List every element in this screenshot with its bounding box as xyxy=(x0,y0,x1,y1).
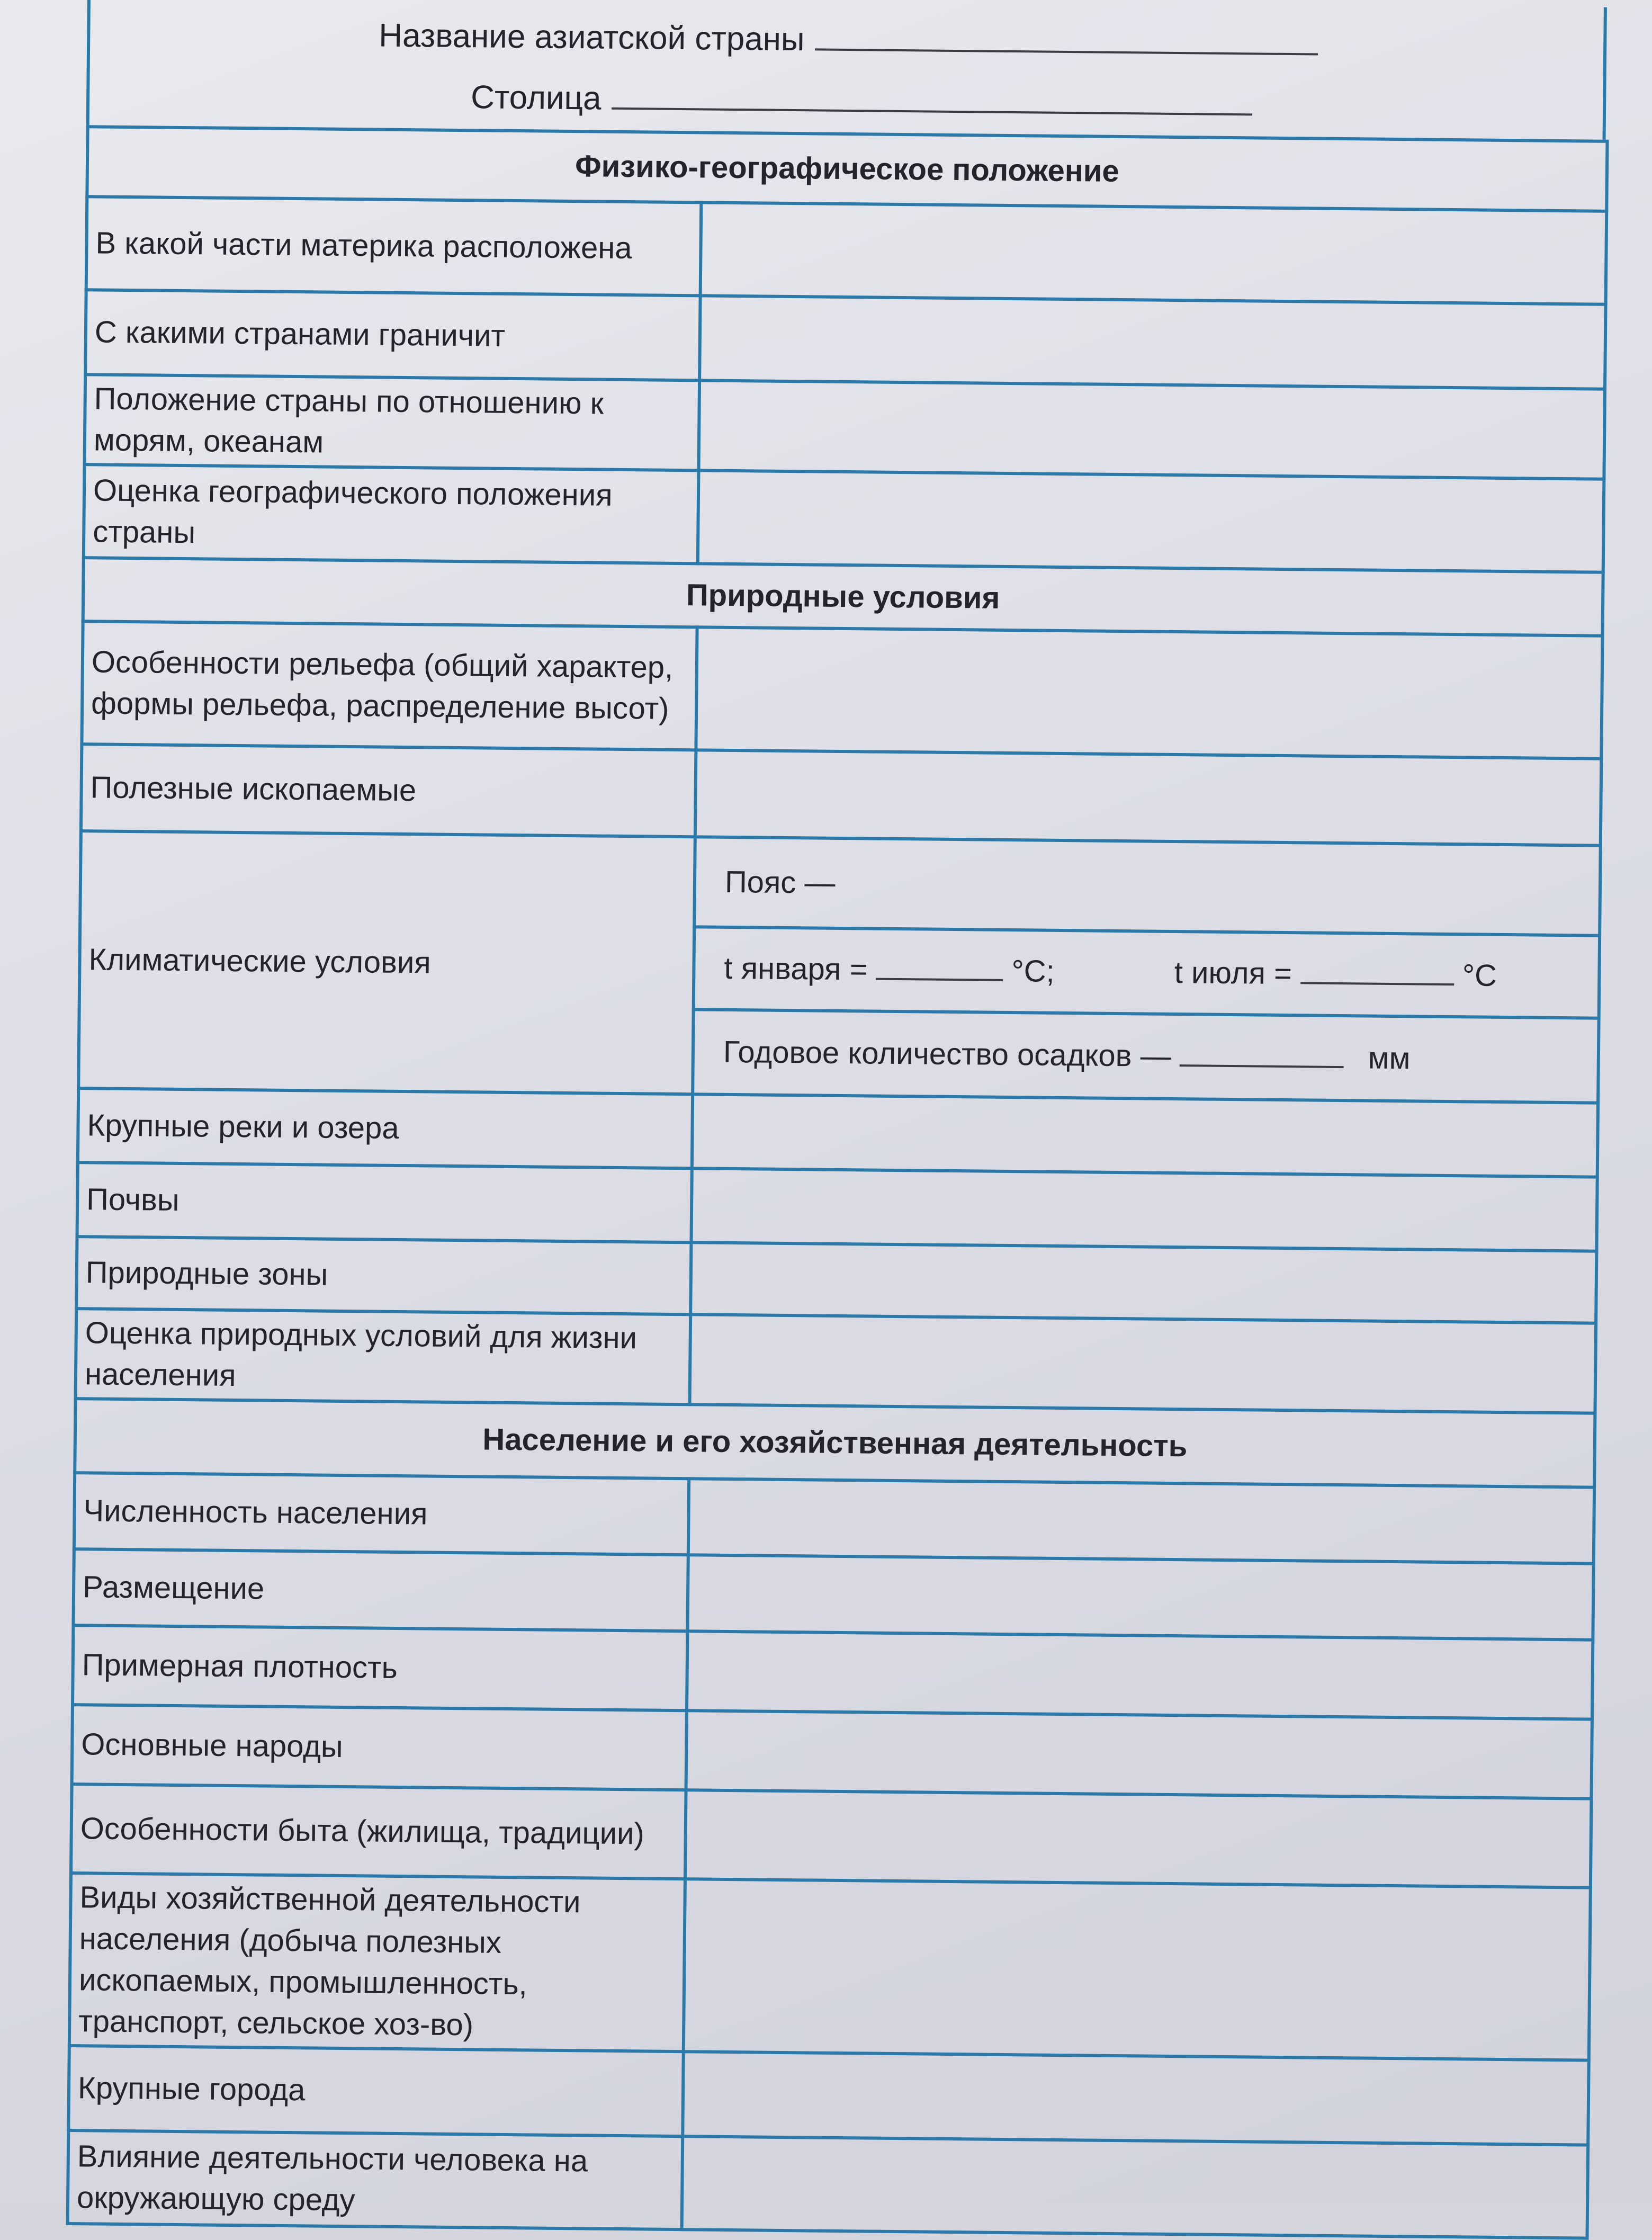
table-row xyxy=(73,1549,1593,1640)
row-label: В какой части материка расположена xyxy=(86,196,702,295)
table-row xyxy=(81,744,1601,846)
row-label: Численность населения xyxy=(74,1473,689,1555)
answer-cell[interactable] xyxy=(687,1631,1593,1719)
climate-belt-label: Пояс — xyxy=(724,864,836,900)
answer-cell[interactable] xyxy=(698,470,1604,572)
country-name-line xyxy=(379,17,1318,64)
answer-cell[interactable] xyxy=(683,2051,1588,2145)
answer-cell[interactable] xyxy=(685,1790,1592,1887)
answer-cell[interactable] xyxy=(696,627,1602,758)
july-temp-label: t июля = xyxy=(1174,955,1292,991)
table-row xyxy=(76,1309,1596,1413)
answer-cell[interactable] xyxy=(698,380,1605,479)
table-row xyxy=(73,1625,1593,1719)
climate-temperature-cell xyxy=(694,927,1600,1018)
row-label: Оценка географического положения страны xyxy=(84,464,699,563)
table-row xyxy=(74,1473,1594,1564)
row-label: Размещение xyxy=(73,1549,688,1631)
country-name-label: Название азиатской страны xyxy=(378,17,805,58)
answer-cell[interactable] xyxy=(688,1479,1594,1563)
row-label: Положение страны по отношению к морям, океанам xyxy=(85,374,700,470)
table-row xyxy=(78,1088,1598,1177)
country-name-field[interactable] xyxy=(815,27,1318,55)
country-description-table xyxy=(66,125,1609,2239)
row-label: Крупные города xyxy=(68,2046,683,2136)
table-row xyxy=(69,1873,1591,2060)
answer-cell[interactable] xyxy=(690,1242,1596,1323)
answer-cell[interactable] xyxy=(701,202,1607,304)
january-temp-field[interactable] xyxy=(876,959,1003,981)
answer-cell[interactable] xyxy=(686,1710,1592,1798)
table-row xyxy=(76,1237,1596,1323)
answer-cell[interactable] xyxy=(695,750,1602,845)
table-row xyxy=(82,621,1602,759)
table-row xyxy=(84,464,1604,572)
section-row xyxy=(75,1399,1595,1488)
answer-cell[interactable] xyxy=(690,1314,1596,1413)
capital-field[interactable] xyxy=(612,86,1252,116)
row-label: Примерная плотность xyxy=(73,1625,687,1710)
table-row xyxy=(85,374,1605,479)
answer-cell[interactable] xyxy=(684,1879,1591,2060)
july-temp-field[interactable] xyxy=(1300,963,1454,985)
climate-precipitation-cell xyxy=(693,1009,1599,1103)
section-physical-heading: Физико-географическое положение xyxy=(87,127,1607,211)
answer-cell[interactable] xyxy=(691,1168,1597,1251)
climate-belt-cell[interactable] xyxy=(694,837,1601,935)
row-label: Основные народы xyxy=(72,1705,687,1790)
capital-line xyxy=(471,78,1253,123)
row-label: Крупные реки и озера xyxy=(78,1088,693,1168)
answer-cell[interactable] xyxy=(682,2136,1588,2238)
table-row xyxy=(86,196,1607,304)
row-label: С какими странами граничит xyxy=(85,290,700,380)
table-row xyxy=(72,1705,1592,1799)
row-label: Полезные ископаемые xyxy=(81,744,696,837)
capital-label: Столица xyxy=(470,79,601,117)
row-label: Природные зоны xyxy=(76,1237,691,1314)
row-label: Особенности быта (жилища, традиции) xyxy=(71,1784,686,1879)
row-label: Оценка природных условий для жизни населения xyxy=(76,1309,691,1404)
table-row xyxy=(68,2130,1588,2238)
row-label: Особенности рельефа (общий характер, формы рельефа, распределение высот) xyxy=(82,621,697,750)
january-temp-label: t января = xyxy=(724,951,868,987)
table-row xyxy=(77,1162,1597,1251)
row-label: Климатические условия xyxy=(78,831,695,1094)
january-temp-unit: °С; xyxy=(1011,954,1055,989)
section-nature-heading: Природные условия xyxy=(83,558,1603,636)
answer-cell[interactable] xyxy=(692,1094,1598,1177)
row-label: Виды хозяйственной деятельности населения (добыча полезных ископаемых, промышленность, транспорт, сельское хоз-во) xyxy=(69,1873,685,2051)
table-row xyxy=(68,2046,1588,2145)
worksheet-form xyxy=(67,0,1607,2218)
table-row xyxy=(85,290,1605,389)
answer-cell[interactable] xyxy=(687,1555,1593,1639)
precipitation-label: Годовое количество осадков — xyxy=(723,1034,1171,1073)
july-temp-unit: °С xyxy=(1462,958,1497,993)
row-label: Влияние деятельности человека на окружающую среду xyxy=(68,2130,683,2229)
answer-cell[interactable] xyxy=(699,295,1605,389)
form-header xyxy=(86,0,1607,140)
section-population-heading: Население и его хозяйственная деятельность xyxy=(75,1399,1595,1488)
table-row xyxy=(71,1784,1591,1888)
table-row xyxy=(80,831,1601,936)
precipitation-unit: мм xyxy=(1368,1041,1411,1076)
precipitation-field[interactable] xyxy=(1179,1045,1343,1068)
row-label: Почвы xyxy=(77,1162,692,1242)
